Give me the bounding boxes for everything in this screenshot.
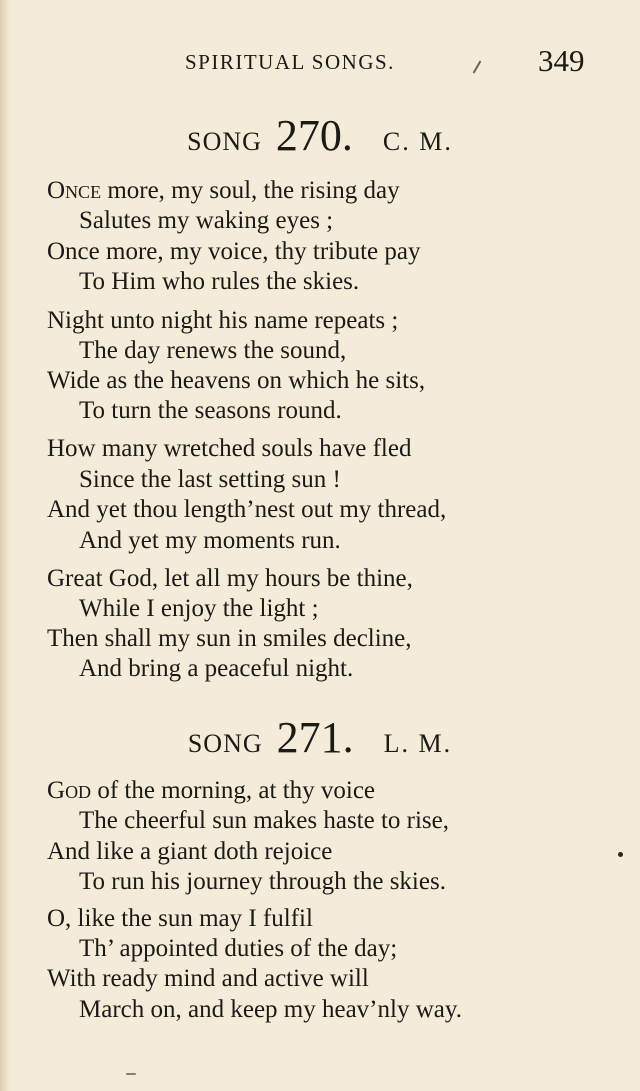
- song-label: SONG: [187, 127, 262, 156]
- verse-line: And yet thou length’nest out my thread,: [47, 496, 447, 523]
- ink-speck: [126, 1073, 136, 1075]
- verse-line: Since the last setting sun !: [79, 466, 341, 493]
- initial-letter: O: [47, 177, 66, 204]
- song-270-heading: [0, 110, 640, 161]
- verse-line: How many wretched souls have fled: [47, 435, 412, 462]
- verse-line: And like a giant doth rejoice: [47, 838, 333, 865]
- verse-line: Wide as the heavens on which he sits,: [47, 367, 426, 394]
- initial-letter: G: [47, 777, 66, 804]
- verse-line: March on, and keep my heav’nly way.: [79, 996, 462, 1023]
- verse-line: While I enjoy the light ;: [79, 595, 319, 622]
- verse-line: To run his journey through the skies.: [79, 868, 446, 895]
- verse-line: Then shall my sun in smiles decline,: [47, 625, 412, 652]
- verse-line: The day renews the sound,: [79, 337, 347, 364]
- verse-line: Salutes my waking eyes ;: [79, 207, 334, 234]
- song-meter: L. M.: [383, 729, 453, 758]
- verse-line: To turn the seasons round.: [79, 397, 342, 424]
- verse-line: And bring a peaceful night.: [79, 655, 354, 682]
- verse-line: [47, 177, 400, 205]
- verse-line: The cheerful sun makes haste to rise,: [79, 807, 450, 834]
- song-label: SONG: [187, 729, 263, 758]
- verse-line: O, like the sun may I fulfil: [47, 905, 313, 932]
- ink-speck: [618, 852, 623, 857]
- song-number: 271.: [276, 713, 354, 762]
- song-number: 270.: [275, 111, 353, 160]
- verse-line: Great God, let all my hours be thine,: [47, 565, 413, 592]
- song-meter: C. M.: [382, 127, 453, 156]
- page-number: 349: [538, 43, 585, 78]
- verse-line: Night unto night his name repeats ;: [47, 307, 399, 334]
- stray-mark: [473, 60, 482, 73]
- verse-line: And yet my moments run.: [79, 527, 341, 554]
- verse-line-text: of the morning, at thy voice: [91, 777, 376, 804]
- small-caps-word: od: [65, 777, 92, 804]
- verse-line: With ready mind and active will: [47, 965, 369, 992]
- verse-line: Th’ appointed duties of the day;: [79, 935, 398, 962]
- small-caps-word: nce: [65, 177, 102, 204]
- page-gutter: [0, 0, 10, 1091]
- verse-line-text: more, my soul, the rising day: [101, 177, 400, 204]
- running-title: SPIRITUAL SONGS.: [185, 50, 395, 74]
- song-271-heading: [0, 712, 640, 763]
- verse-line: Once more, my voice, thy tribute pay: [47, 238, 421, 265]
- verse-line: [47, 777, 375, 805]
- verse-line: To Him who rules the skies.: [79, 268, 360, 295]
